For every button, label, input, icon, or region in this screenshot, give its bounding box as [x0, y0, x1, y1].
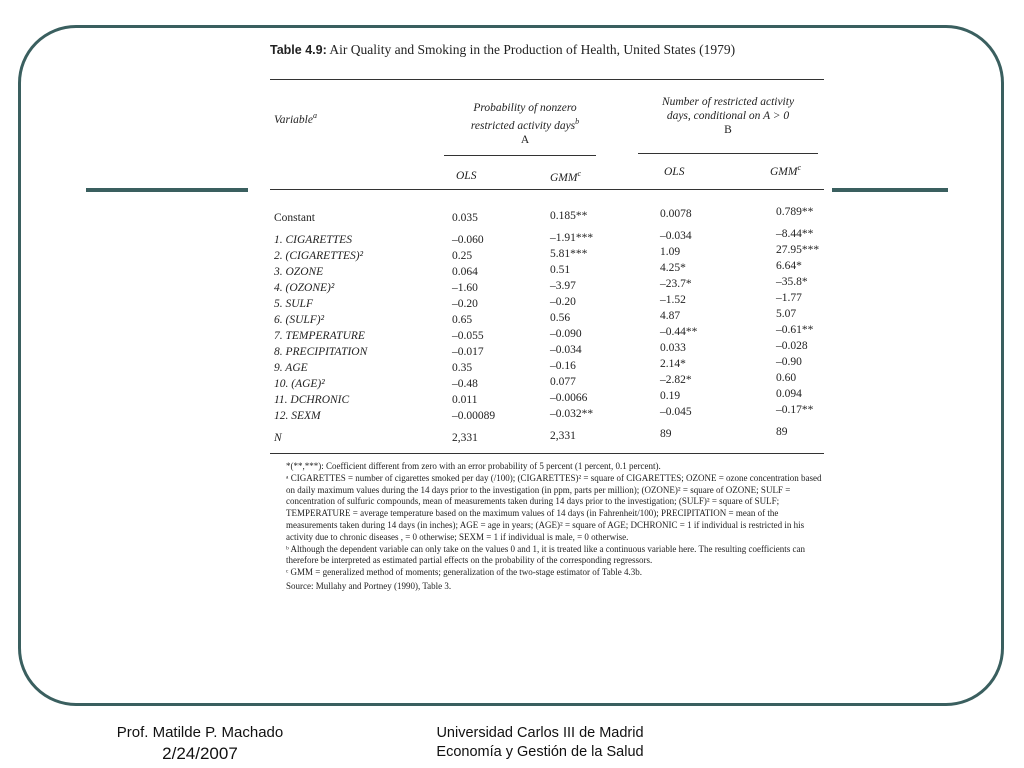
table-cell: –1.60 [452, 282, 478, 294]
author-name: Prof. Matilde P. Machado [116, 724, 284, 741]
table-cell: 2.14* [660, 358, 686, 370]
table-cell: 5.81*** [550, 248, 588, 260]
table-cell: 0.0078 [660, 208, 692, 220]
table-cell: 0.789** [776, 206, 814, 218]
table-cell: –0.61** [776, 324, 814, 336]
table-cell: –3.97 [550, 280, 576, 292]
row-label: 8. PRECIPITATION [274, 346, 368, 358]
table-cell: –0.034 [660, 230, 692, 242]
top-rule [270, 79, 824, 80]
presentation-date: 2/24/2007 [162, 744, 238, 763]
group-a-header: Probability of nonzero restricted activity days$^b$ A [470, 102, 580, 146]
table-title [270, 41, 830, 59]
table-cell: 27.95*** [776, 244, 820, 256]
row-label: 1. CIGARETTES [274, 234, 352, 246]
note-a: ᵃ CIGARETTES = number of cigarettes smoked per day (/100); (CIGARETTES)² = square of CIGARETTES; OZONE = ozone concentration based on daily maximum values during the 14 days prior to the investigation (in ppm, parts per million); (OZONE)² = square of OZONE; SULF = concentration of sulfuric compounds, mean of measurements taken during 14 days prior to the investigation; (SULF)² = square of SULF; TEMPERATURE = average temperature based on the maximum values of 14 days (in Fahrenheit/100); PRECIPITATION = mean of the measurements taken during 14 days (in inches); AGE = age in years; (AGE)² = square of AGE; DCHRONIC = 1 if individual is restricted in his activity due to chronic diseases , = 0 otherwise; SEXM = 1 if individual is male, = 0 otherwise. [286, 472, 822, 542]
table-cell: –0.16 [550, 360, 576, 372]
table-cell: –1.91*** [550, 232, 594, 244]
table-cell: –0.090 [550, 328, 582, 340]
table-cell: –1.52 [660, 294, 686, 306]
row-label: 7. TEMPERATURE [274, 330, 365, 342]
note-b: ᵇ Although the dependent variable can only take on the values 0 and 1, it is treated like a continuous variable here. The resulting coefficients can therefore be interpreted as estimated partial effects on the probability of the corresponding regressors. [286, 543, 806, 566]
table-notes [286, 461, 826, 593]
note-c: ᶜ GMM = generalized method of moments; generalization of the two-stage estimator of Table 4.3b. [286, 567, 642, 578]
col-a-gmm: GMM$^c$ [550, 169, 582, 184]
table-cell: –1.77 [776, 292, 802, 304]
group-a-rule [444, 155, 596, 156]
table-cell: –8.44** [776, 228, 814, 240]
table-cell: –0.00089 [452, 410, 496, 422]
table-cell: 0.011 [452, 394, 478, 406]
table-cell: –0.20 [452, 298, 478, 310]
footer-author-block [100, 722, 300, 764]
row-label: 3. OZONE [274, 266, 324, 278]
table-cell: 1.09 [660, 246, 681, 258]
decorative-bar-right [828, 188, 948, 192]
col-b-ols: OLS [664, 166, 685, 178]
table-cell: 2,331 [550, 430, 576, 442]
col-b-gmm: GMM$^c$ [770, 163, 802, 178]
table-cell: 6.64* [776, 260, 802, 272]
table-cell: –0.90 [776, 356, 802, 368]
table-cell: –0.017 [452, 346, 484, 358]
table-cell: 0.064 [452, 266, 478, 278]
footer-institution-block [400, 724, 680, 762]
table-cell: 0.65 [452, 314, 473, 326]
header-rule [270, 189, 824, 190]
bottom-rule [270, 453, 824, 454]
table-cell: 0.033 [660, 342, 686, 354]
col-a-ols: OLS [456, 170, 477, 182]
table-cell: 0.35 [452, 362, 473, 374]
table-cell: –0.034 [550, 344, 582, 356]
table-cell: –0.0066 [550, 392, 588, 404]
table-cell: 89 [776, 426, 788, 438]
table-cell: –0.44** [660, 326, 698, 338]
table-cell: 0.077 [550, 376, 576, 388]
table-cell: 0.19 [660, 390, 681, 402]
row-label: Constant [274, 212, 315, 224]
note-source: Source: Mullahy and Portney (1990), Table 3. [286, 580, 452, 591]
group-b-rule [638, 153, 818, 154]
row-label: 10. (AGE)² [274, 378, 325, 390]
table-cell: 0.56 [550, 312, 571, 324]
table-cell: 5.07 [776, 308, 797, 320]
table-cell: 0.60 [776, 372, 797, 384]
row-label: 4. (OZONE)² [274, 282, 335, 294]
table-cell: –0.060 [452, 234, 484, 246]
table-cell: 89 [660, 428, 672, 440]
row-label: 9. AGE [274, 362, 308, 374]
table-cell: 0.035 [452, 212, 478, 224]
table-cell: –0.17** [776, 404, 814, 416]
table-cell: –0.48 [452, 378, 478, 390]
table-cell: 2,331 [452, 432, 478, 444]
variable-header: Variable$^a$ [274, 111, 317, 126]
table-cell: –0.20 [550, 296, 576, 308]
table-cell: 0.51 [550, 264, 571, 276]
table-cell: –0.028 [776, 340, 808, 352]
row-label: N [274, 432, 282, 444]
row-label: 11. DCHRONIC [274, 394, 350, 406]
row-label: 5. SULF [274, 298, 313, 310]
table-cell: –0.055 [452, 330, 484, 342]
table-scan [262, 33, 832, 673]
table-cell: –0.032** [550, 408, 594, 420]
table-caption: Air Quality and Smoking in the Production of Health, United States (1979) [329, 42, 736, 57]
note-significance: *(**,***): Coefficient different from zero with an error probability of 5 percent (1 percent, 0.1 percent). [286, 461, 661, 471]
university-name: Universidad Carlos III de Madrid [436, 725, 644, 741]
table-cell: 0.25 [452, 250, 473, 262]
table-cell: 0.185** [550, 210, 588, 222]
table-cell: 4.87 [660, 310, 681, 322]
row-label: 12. SEXM [274, 410, 321, 422]
row-label: 6. (SULF)² [274, 314, 325, 326]
table-cell: –23.7* [660, 278, 692, 290]
table-cell: 0.094 [776, 388, 802, 400]
table-cell: 4.25* [660, 262, 686, 274]
table-cell: –35.8* [776, 276, 808, 288]
table-number: Table 4.9: [270, 43, 327, 57]
table-cell: –0.045 [660, 406, 692, 418]
group-b-header: Number of restricted activity days, conditional on A > 0 B [661, 96, 795, 136]
row-label: 2. (CIGARETTES)² [274, 250, 364, 262]
table-cell: –2.82* [660, 374, 692, 386]
decorative-bar-left [86, 188, 248, 192]
course-name: Economía y Gestión de la Salud [436, 744, 644, 760]
